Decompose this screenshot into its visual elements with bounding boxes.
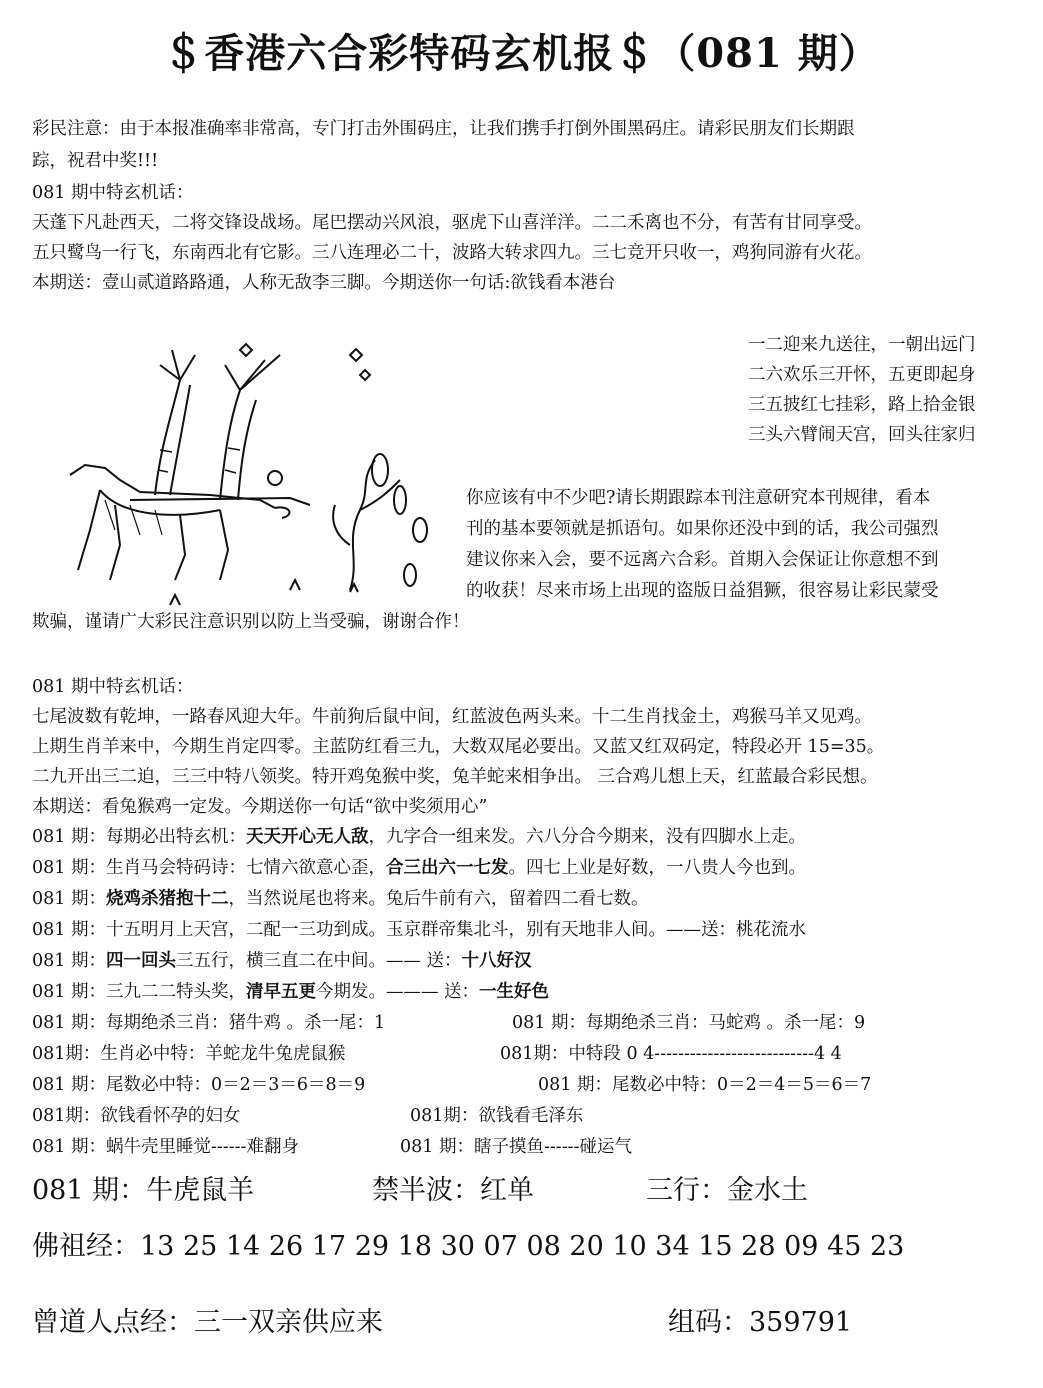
tip-text: 081 期： xyxy=(32,889,106,909)
poem-line-4: 三头六臂闹天宫，回头往家归 xyxy=(748,425,976,445)
tip-row-10-right: 081期：欲钱看毛泽东 xyxy=(410,1106,584,1126)
summary-zodiac: 081 期：牛虎鼠羊 xyxy=(32,1175,255,1206)
tip-row-11-right: 081 期：瞎子摸鱼------碰运气 xyxy=(400,1137,632,1157)
tip-highlight: 一生好色 xyxy=(479,982,550,1002)
promo-line-2: 刊的基本要领就是抓语句。如果你还没中到的话，我公司强烈 xyxy=(466,519,939,539)
tip-text: 081 期： xyxy=(32,951,106,971)
tip-row-7-left: 081 期：每期绝杀三肖：猪牛鸡 。杀一尾：1 xyxy=(32,1013,386,1033)
tip-text: 081 期：每期必出特玄机： xyxy=(32,827,246,847)
promo-line-1: 你应该有中不少吧?请长期跟踪本刊注意研究本刊规律，看本 xyxy=(466,488,931,508)
tree-dog-illustration xyxy=(60,330,460,620)
tip-row-2 xyxy=(32,857,806,879)
tip-text: 081 期：十五明月上天宫，二配一三功到成。玉京群帝集北斗，别有天地非人间。——送：桃花流水 xyxy=(32,920,806,940)
poem-line-2: 二六欢乐三开怀，五更即起身 xyxy=(748,365,976,385)
section2-line-4: 本期送：看兔猴鸡一定发。今期送你一句话“欲中奖须用心” xyxy=(32,797,488,817)
section1-line-3: 本期送：壹山贰道路路通，人称无敌李三脚。今期送你一句话:欲钱看本港台 xyxy=(32,273,616,293)
summary-ban: 禁半波：红单 xyxy=(372,1175,534,1206)
section2-line-2: 上期生肖羊来中，今期生肖定四零。主蓝防红看三九，大数双尾必要出。又蓝又红双码定，特段必开 15=35。 xyxy=(32,737,885,757)
section1-heading: 081 期中特玄机话： xyxy=(32,183,194,203)
promo-line-3: 建议你来入会，要不远离六合彩。首期入会保证让你意想不到 xyxy=(466,550,939,570)
tip-row-10-left: 081期：欲钱看怀孕的妇女 xyxy=(32,1106,241,1126)
tip-row-9-right: 081 期：尾数必中特：0＝2＝4＝5＝6＝7 xyxy=(538,1075,872,1095)
poem-line-1: 一二迎来九送往，一朝出远门 xyxy=(748,335,976,355)
notice-line-1: 彩民注意：由于本报准确率非常高，专门打击外围码庄，让我们携手打倒外围黑码庄。请彩民朋友们长期跟 xyxy=(32,119,855,139)
tip-row-8-left: 081期：生肖必中特：羊蛇龙牛兔虎鼠猴 xyxy=(32,1044,346,1064)
tip-text: ，当然说尾也将来。兔后牛前有六，留着四二看七数。 xyxy=(228,889,649,909)
promo-end: 欺骗，谨请广大彩民注意识别以防上当受骗，谢谢合作！ xyxy=(32,612,470,632)
section2-line-1: 七尾波数有乾坤，一路春风迎大年。牛前狗后鼠中间，红蓝波色两头来。十二生肖找金土，鸡猴马羊又见鸡。 xyxy=(32,707,872,727)
section2-heading: 081 期中特玄机话： xyxy=(32,677,194,697)
tip-row-9-left: 081 期：尾数必中特：0＝2＝3＝6＝8＝9 xyxy=(32,1075,366,1095)
tip-highlight: 烧鸡杀猪抱十二 xyxy=(105,889,229,909)
tip-text: 081 期：生肖马会特码诗：七情六欲意心歪， xyxy=(32,858,386,878)
section2-line-3: 二九开出三二迫，三三中特八领奖。特开鸡兔猴中奖，兔羊蛇来相争出。 三合鸡儿想上天，红蓝最合彩民想。 xyxy=(32,767,878,787)
tip-highlight: 四一回头 xyxy=(105,951,176,971)
zuma-text: 组码：359791 xyxy=(668,1307,853,1338)
section1-line-2: 五只鹭鸟一行飞，东南西北有它影。三八连理必二十，波路大转求四九。三七竞开只收一，鸡狗同游有火花。 xyxy=(32,243,872,263)
tip-row-5 xyxy=(32,950,532,972)
tip-row-6 xyxy=(32,981,549,1003)
tip-text: 今期发。——— 送： xyxy=(315,982,480,1002)
tip-text: 。四七上业是好数，一八贵人今也到。 xyxy=(508,858,806,878)
tip-row-11-left: 081 期：蜗牛壳里睡觉------难翻身 xyxy=(32,1137,299,1157)
notice-line-2: 踪，祝君中奖!!! xyxy=(32,151,159,171)
daoren-text: 曾道人点经：三一双亲供应来 xyxy=(32,1307,383,1338)
tip-row-4 xyxy=(32,919,806,941)
tip-text: 081 期：三九二二特头奖， xyxy=(32,982,246,1002)
tip-highlight: 合三出六一七发 xyxy=(385,858,509,878)
tip-row-8-right: 081期：中特段 0 4---------------------------4 4 xyxy=(500,1044,842,1064)
tip-highlight: 十八好汉 xyxy=(461,951,532,971)
tip-row-1 xyxy=(32,826,806,848)
fozu-numbers: 佛祖经：13 25 14 26 17 29 18 30 07 08 20 10 34 15 28 09 45 23 xyxy=(32,1231,905,1262)
tip-highlight: 天天开心无人敌 xyxy=(245,827,369,847)
tip-text: 三五行，横三直二在中间。—— 送： xyxy=(175,951,462,971)
section1-line-1: 天蓬下凡赴西天，二将交锋设战场。尾巴摆动兴风浪，驱虎下山喜洋洋。二二禾离也不分，有苦有甘同享受。 xyxy=(32,213,872,233)
tip-highlight: 清早五更 xyxy=(245,982,316,1002)
promo-line-4: 的收获！尽来市场上出现的盗版日益猖獗，很容易让彩民蒙受 xyxy=(466,581,939,601)
tip-text: ，九字合一组来发。六八分合今期来，没有四脚水上走。 xyxy=(368,827,806,847)
summary-elements: 三行：金水土 xyxy=(646,1175,808,1206)
page-title: ＄香港六合彩特码玄机报＄（081 期） xyxy=(163,30,880,77)
tip-row-3 xyxy=(32,888,648,910)
poem-line-3: 三五披红七挂彩，路上拾金银 xyxy=(748,395,976,415)
tip-row-7-right: 081 期：每期绝杀三肖：马蛇鸡 。杀一尾：9 xyxy=(512,1013,866,1033)
